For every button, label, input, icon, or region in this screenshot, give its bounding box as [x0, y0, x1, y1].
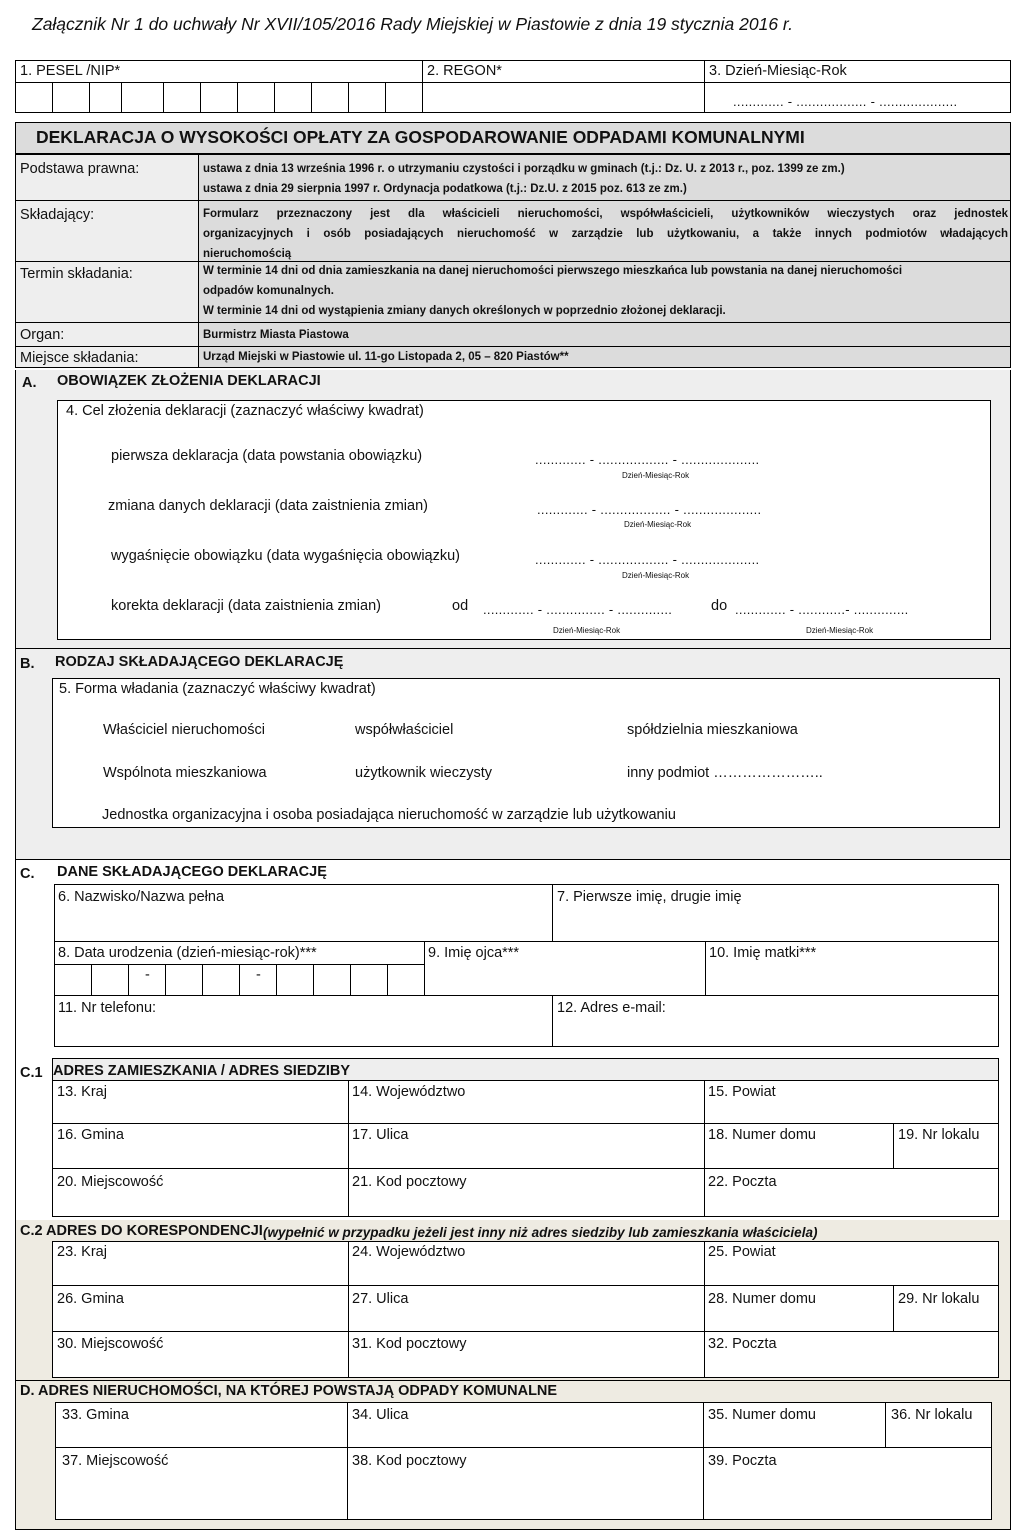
birth-cell-divider	[91, 964, 92, 995]
podstawa-line-1: ustawa z dnia 13 września 1996 r. o utrzymaniu czystości i porządku w gminach (t.j.: Dz. U. z 2013 r., poz. 1399 ze zm.)	[203, 163, 845, 175]
field-24-label[interactable]: 24. Województwo	[352, 1244, 466, 1260]
field-34-label[interactable]: 34. Ulica	[352, 1407, 409, 1423]
pesel-cell-divider	[385, 82, 386, 113]
option-owner[interactable]: Właściciel nieruchomości	[103, 722, 265, 738]
section-b-title: RODZAJ SKŁADAJĄCEGO DEKLARACJĘ	[55, 654, 344, 670]
field-14-label[interactable]: 14. Województwo	[352, 1084, 466, 1100]
pesel-cell-divider	[121, 82, 122, 113]
field-36-label[interactable]: 36. Nr lokalu	[891, 1407, 973, 1423]
document-header: Załącznik Nr 1 do uchwały Nr XVII/105/2016 Rady Miejskiej w Piastowie z dnia 19 stycznia 2016 r.	[32, 14, 793, 34]
field-31-label[interactable]: 31. Kod pocztowy	[352, 1336, 467, 1352]
section-d-title: D. ADRES NIERUCHOMOŚCI, NA KTÓREJ POWSTAJĄ ODPADY KOMUNALNE	[20, 1383, 558, 1399]
field-21-label[interactable]: 21. Kod pocztowy	[352, 1174, 467, 1190]
birth-date-separator: -	[145, 967, 150, 983]
field-20-label[interactable]: 20. Miejscowość	[57, 1174, 164, 1190]
birth-cell-divider	[276, 964, 277, 995]
correction-od-date[interactable]: ............. - ............... - ..............	[483, 602, 673, 617]
skladajacy-line-3: nieruchomością	[203, 248, 292, 260]
field-30-label[interactable]: 30. Miejscowość	[57, 1336, 164, 1352]
field-15-label[interactable]: 15. Powiat	[708, 1084, 776, 1100]
miejsce-label: Miejsce składania:	[20, 350, 139, 366]
section-b-letter: B.	[20, 656, 35, 672]
field-9-input[interactable]	[425, 964, 705, 994]
field-33-label[interactable]: 33. Gmina	[62, 1407, 129, 1423]
pesel-cell-divider	[237, 82, 238, 113]
option-cooperative[interactable]: spółdzielnia mieszkaniowa	[627, 722, 798, 738]
change-data-date[interactable]: ............. - .................. - ....................	[537, 502, 762, 517]
expiry-date[interactable]: ............. - .................. - ....................	[535, 552, 760, 567]
pesel-label: 1. PESEL /NIP*	[20, 63, 121, 79]
field-12-input[interactable]	[553, 1019, 998, 1046]
section-a-title: OBOWIĄZEK ZŁOŻENIA DEKLARACJI	[57, 373, 321, 389]
field-9-label: 9. Imię ojca***	[428, 945, 520, 961]
field-4-label: 4. Cel złożenia deklaracji (zaznaczyć właściwy kwadrat)	[66, 403, 424, 419]
skladajacy-line-2: organizacyjnych i osób posiadających nieruchomość w zarządzie lub użytkowaniu, a także innych podmiotów władających	[203, 228, 1008, 240]
section-c2-grid	[52, 1241, 999, 1378]
field-28-label[interactable]: 28. Numer domu	[708, 1291, 816, 1307]
option-co-owner[interactable]: współwłaściciel	[355, 722, 454, 738]
section-c2-note: (wypełnić w przypadku jeżeli jest inny niż adres siedziby lub zamieszkania właściciela)	[263, 1225, 818, 1240]
podstawa-label: Podstawa prawna:	[20, 161, 140, 177]
field-19-label[interactable]: 19. Nr lokalu	[898, 1127, 980, 1143]
field-27-label[interactable]: 27. Ulica	[352, 1291, 409, 1307]
field-16-label[interactable]: 16. Gmina	[57, 1127, 124, 1143]
skladajacy-line-1: Formularz przeznaczony jest dla właścicieli nieruchomości, współwłaścicieli, użytkowników wieczystych oraz jednostek	[203, 208, 1008, 220]
field-11-label: 11. Nr telefonu:	[58, 1000, 157, 1016]
organ-value: Burmistrz Miasta Piastowa	[203, 329, 349, 341]
field-11-input[interactable]	[55, 1019, 551, 1046]
correction-do-label: do	[711, 598, 728, 614]
field-29-label[interactable]: 29. Nr lokalu	[898, 1291, 980, 1307]
miejsce-value: Urząd Miejski w Piastowie ul. 11-go Listopada 2, 05 – 820 Piastów**	[203, 351, 569, 363]
section-c2-title: C.2 ADRES DO KORESPONDENCJI	[20, 1223, 263, 1239]
birth-cell-divider	[387, 964, 388, 995]
option-other[interactable]: inny podmiot …………………..	[627, 765, 823, 781]
field-26-label[interactable]: 26. Gmina	[57, 1291, 124, 1307]
option-first-declaration[interactable]: pierwsza deklaracja (data powstania obowiązku)	[111, 448, 423, 464]
birth-cell-divider	[165, 964, 166, 995]
field-22-label[interactable]: 22. Poczta	[708, 1174, 777, 1190]
correction-do-caption: Dzień-Miesiąc-Rok	[806, 626, 874, 635]
change-data-date-caption: Dzień-Miesiąc-Rok	[624, 520, 692, 529]
option-community[interactable]: Wspólnota mieszkaniowa	[103, 765, 267, 781]
pesel-cell-divider	[274, 82, 275, 113]
field-35-label[interactable]: 35. Numer domu	[708, 1407, 816, 1423]
pesel-cell-divider	[348, 82, 349, 113]
birth-cell-divider	[313, 964, 314, 995]
regon-input[interactable]	[422, 82, 704, 113]
birth-cell-divider	[239, 964, 240, 995]
termin-line-3: W terminie 14 dni od wystąpienia zmiany danych określonych w poprzednio złożonej deklaracji.	[203, 305, 726, 317]
date-dots[interactable]: ............. - .................. - ....................	[733, 94, 958, 109]
section-c-title: DANE SKŁADAJĄCEGO DEKLARACJĘ	[57, 864, 327, 880]
termin-line-2: odpadów komunalnych.	[203, 285, 334, 297]
section-c-letter: C.	[20, 866, 35, 882]
section-c1-title: ADRES ZAMIESZKANIA / ADRES SIEDZIBY	[53, 1063, 351, 1079]
option-perpetual-user[interactable]: użytkownik wieczysty	[355, 765, 492, 781]
field-7-input[interactable]	[553, 908, 998, 940]
option-organizational-unit[interactable]: Jednostka organizacyjna i osoba posiadająca nieruchomość w zarządzie lub użytkowaniu	[102, 807, 676, 823]
first-declaration-date-caption: Dzień-Miesiąc-Rok	[622, 471, 690, 480]
correction-od-caption: Dzień-Miesiąc-Rok	[553, 626, 621, 635]
podstawa-line-2: ustawa z dnia 29 sierpnia 1997 r. Ordynacja podatkowa (t.j.: Dz.U. z 2015 poz. 613 ze zm.)	[203, 183, 687, 195]
expiry-date-caption: Dzień-Miesiąc-Rok	[622, 571, 690, 580]
pesel-cell-divider	[200, 82, 201, 113]
field-32-label[interactable]: 32. Poczta	[708, 1336, 777, 1352]
correction-od-label: od	[452, 598, 469, 614]
pesel-cell-divider	[163, 82, 164, 113]
skladajacy-label: Składający:	[20, 207, 95, 223]
date-label: 3. Dzień-Miesiąc-Rok	[709, 63, 847, 79]
pesel-cell-divider	[311, 82, 312, 113]
option-change-data[interactable]: zmiana danych deklaracji (data zaistnienia zmian)	[108, 498, 428, 514]
field-23-label[interactable]: 23. Kraj	[57, 1244, 107, 1260]
birth-date-separator: -	[256, 967, 261, 983]
form-title: DEKLARACJA O WYSOKOŚCI OPŁATY ZA GOSPODAROWANIE ODPADAMI KOMUNALNYMI	[36, 127, 805, 147]
field-5-box	[52, 678, 1000, 828]
field-38-label[interactable]: 38. Kod pocztowy	[352, 1453, 467, 1469]
field-6-input[interactable]	[55, 908, 551, 940]
field-18-label[interactable]: 18. Numer domu	[708, 1127, 816, 1143]
field-13-label[interactable]: 13. Kraj	[57, 1084, 107, 1100]
section-d-grid	[55, 1402, 992, 1520]
field-10-input[interactable]	[706, 964, 998, 994]
pesel-cell-divider	[52, 82, 53, 113]
termin-label: Termin składania:	[20, 266, 133, 282]
pesel-cell-divider	[89, 82, 90, 113]
field-39-label[interactable]: 39. Poczta	[708, 1453, 777, 1469]
section-a-letter: A.	[22, 375, 37, 391]
field-10-label: 10. Imię matki***	[709, 945, 817, 961]
birth-cell-divider	[202, 964, 203, 995]
organ-label: Organ:	[20, 327, 65, 343]
field-6-label: 6. Nazwisko/Nazwa pełna	[58, 889, 225, 905]
regon-label: 2. REGON*	[427, 63, 502, 79]
option-expiry[interactable]: wygaśnięcie obowiązku (data wygaśnięcia obowiązku)	[111, 548, 460, 564]
field-8-label: 8. Data urodzenia (dzień-miesiąc-rok)***	[58, 945, 317, 961]
section-c1-letter: C.1	[20, 1065, 43, 1081]
first-declaration-date[interactable]: ............. - .................. - ....................	[535, 452, 760, 467]
field-17-label[interactable]: 17. Ulica	[352, 1127, 409, 1143]
field-37-label[interactable]: 37. Miejscowość	[62, 1453, 169, 1469]
field-25-label[interactable]: 25. Powiat	[708, 1244, 776, 1260]
section-c1-grid	[52, 1080, 999, 1217]
birth-cell-divider	[128, 964, 129, 995]
option-correction[interactable]: korekta deklaracji (data zaistnienia zmian)	[111, 598, 381, 614]
termin-line-1: W terminie 14 dni od dnia zamieszkania na danej nieruchomości pierwszego mieszkańca lub powstania na danej nieruchomości	[203, 265, 903, 277]
field-5-label: 5. Forma władania (zaznaczyć właściwy kwadrat)	[59, 681, 376, 697]
correction-do-date[interactable]: ............. - ............- ..............	[735, 602, 909, 617]
birth-cell-divider	[350, 964, 351, 995]
field-7-label: 7. Pierwsze imię, drugie imię	[557, 889, 742, 905]
field-12-label: 12. Adres e-mail:	[557, 1000, 666, 1016]
